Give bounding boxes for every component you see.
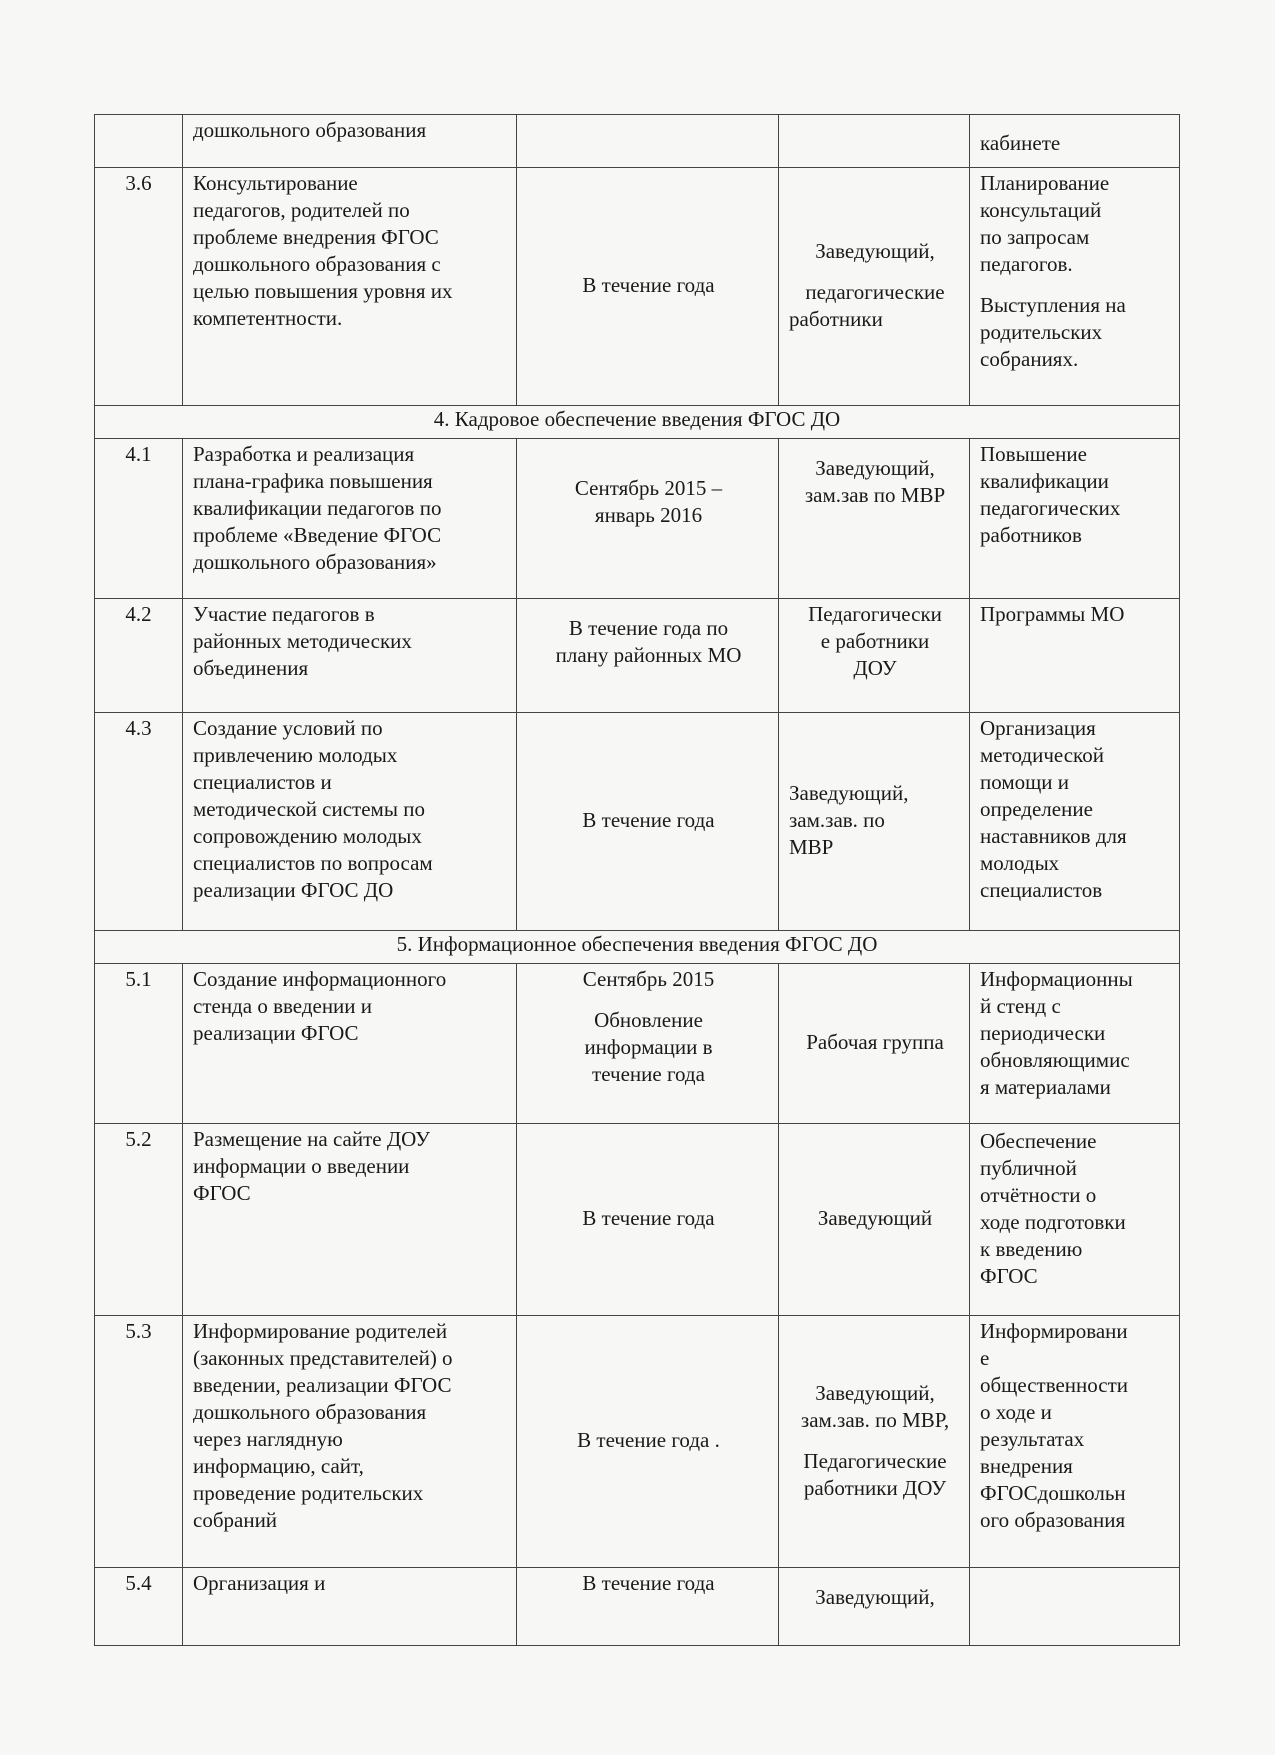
row-number-cell: 3.6 xyxy=(95,168,183,406)
result-cell: Программы МО xyxy=(970,599,1180,713)
event-cell: Создание условий по привлечению молодых специалистов и методической системы по сопровождению молодых специалистов по вопросам реализации ФГОС ДО xyxy=(183,713,517,931)
event-cell: Организация и xyxy=(183,1568,517,1646)
term-cell: В течение года xyxy=(517,1124,779,1316)
event-cell: Разработка и реализация плана-графика повышения квалификации педагогов по проблеме «Введение ФГОС дошкольного образования» xyxy=(183,439,517,599)
result-cell: Повышение квалификации педагогических работников xyxy=(970,439,1180,599)
result-cell: Информировани е общественности о ходе и результатах внедрения ФГОСдошкольн ого образования xyxy=(970,1316,1180,1568)
result-cell xyxy=(970,1568,1180,1646)
table-row xyxy=(95,168,1180,406)
row-number-cell: 5.4 xyxy=(95,1568,183,1646)
row-number-cell xyxy=(95,115,183,168)
term-cell: В течение года xyxy=(517,168,779,406)
responsible-cell: Заведующий, зам.зав. по МВР, Педагогические работники ДОУ xyxy=(779,1316,970,1568)
responsible-cell: Заведующий xyxy=(779,1124,970,1316)
responsible-cell: Педагогически е работники ДОУ xyxy=(779,599,970,713)
table-row xyxy=(95,599,1180,713)
section-row xyxy=(95,931,1180,964)
responsible-cell: Заведующий, xyxy=(779,1568,970,1646)
event-cell: Создание информационного стенда о введении и реализации ФГОС xyxy=(183,964,517,1124)
row-number-cell: 4.1 xyxy=(95,439,183,599)
responsible-cell: Рабочая группа xyxy=(779,964,970,1124)
term-cell: Сентябрь 2015 Обновление информации в течение года xyxy=(517,964,779,1124)
table-row xyxy=(95,115,1180,168)
event-cell: Участие педагогов в районных методических объединения xyxy=(183,599,517,713)
event-cell: Информирование родителей (законных представителей) о введении, реализации ФГОС дошкольного образования через наглядную информацию, сайт, проведение родительских собраний xyxy=(183,1316,517,1568)
row-number-cell: 4.2 xyxy=(95,599,183,713)
term-cell: В течение года . xyxy=(517,1316,779,1568)
row-number-cell: 5.1 xyxy=(95,964,183,1124)
row-number-cell: 5.3 xyxy=(95,1316,183,1568)
result-cell: Информационны й стенд с периодически обновляющимис я материалами xyxy=(970,964,1180,1124)
term-cell xyxy=(517,115,779,168)
event-cell: Консультирование педагогов, родителей по проблеме внедрения ФГОС дошкольного образования с целью повышения уровня их компетентности. xyxy=(183,168,517,406)
result-cell: Организация методической помощи и определение наставников для молодых специалистов xyxy=(970,713,1180,931)
result-cell: Обеспечение публичной отчётности о ходе подготовки к введению ФГОС xyxy=(970,1124,1180,1316)
term-cell: В течение года по плану районных МО xyxy=(517,599,779,713)
responsible-cell: Заведующий, зам.зав. по МВР xyxy=(779,713,970,931)
result-cell: кабинете xyxy=(970,115,1180,168)
row-number-cell: 5.2 xyxy=(95,1124,183,1316)
term-cell: В течение года xyxy=(517,713,779,931)
responsible-cell xyxy=(779,115,970,168)
section-row xyxy=(95,406,1180,439)
table-row xyxy=(95,713,1180,931)
table-row xyxy=(95,1124,1180,1316)
table-row xyxy=(95,439,1180,599)
section-heading: 4. Кадровое обеспечение введения ФГОС ДО xyxy=(95,406,1180,439)
plan-table xyxy=(94,114,1180,1646)
result-cell: Планирование консультаций по запросам педагогов. Выступления на родительских собраниях. xyxy=(970,168,1180,406)
event-cell: дошкольного образования xyxy=(183,115,517,168)
term-cell: В течение года xyxy=(517,1568,779,1646)
responsible-cell: Заведующий, педагогические работники xyxy=(779,168,970,406)
row-number-cell: 4.3 xyxy=(95,713,183,931)
table-row xyxy=(95,1568,1180,1646)
responsible-cell: Заведующий, зам.зав по МВР xyxy=(779,439,970,599)
term-cell: Сентябрь 2015 – январь 2016 xyxy=(517,439,779,599)
table-row xyxy=(95,1316,1180,1568)
event-cell: Размещение на сайте ДОУ информации о введении ФГОС xyxy=(183,1124,517,1316)
section-heading: 5. Информационное обеспечения введения ФГОС ДО xyxy=(95,931,1180,964)
table-row xyxy=(95,964,1180,1124)
